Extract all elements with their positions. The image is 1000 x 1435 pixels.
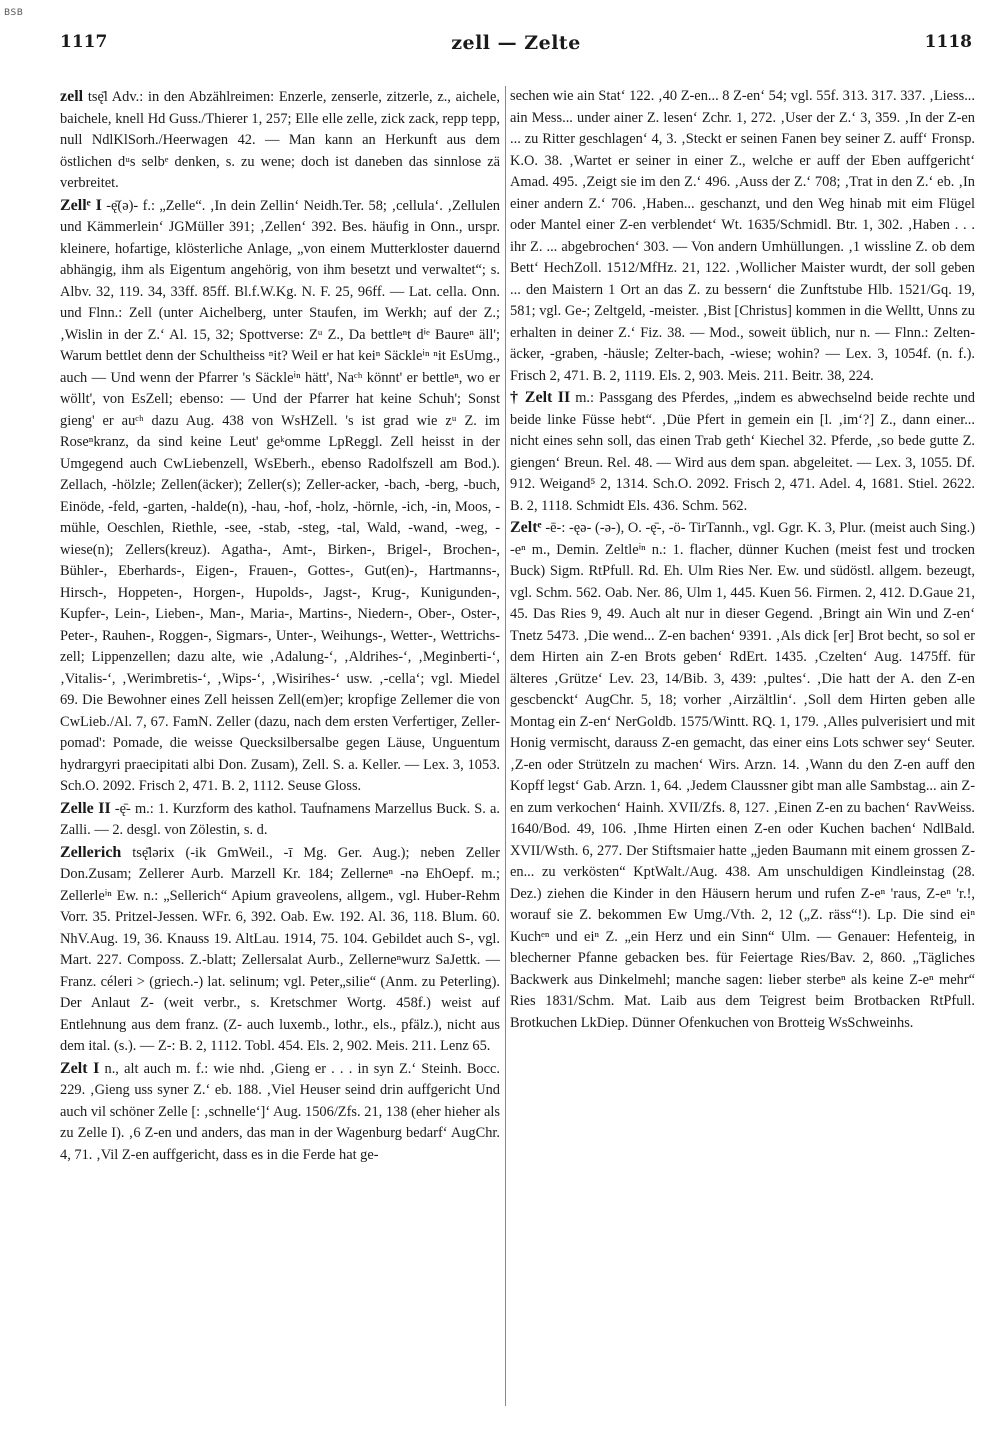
dictionary-entry (60, 86, 500, 195)
dictionary-entry (60, 798, 500, 842)
entry-text: tsę̄lərix (-ik GmWeil., -ī Mg. Ger. Aug.); neben Zeller Don.Zusam; Zellerer Aurb. Marzell Kr. 184; Zellerneⁿ -nə EhOepf. m.; Zellerleⁱⁿ Ew. n.: „Sellerich“ Apium graveolens, allgem., vgl. Huber-Rehm Vorr. 35. Pritzel-Jessen. WFr. 6, 392. Oab. Ew. 192. Al. 36, 118. Blum. 60. NhV.Aug. 19, 36. Knauss 19. AltLau. 1914, 75. 104. Gebildet auch S-, vgl. Mart. 227. Composs. Z.-blatt; Zellersalat Aurb., Zellerneⁿwurz SaJettk. — Franz. céleri > (griech.-) lat. selinum; vgl. Peter„silie“ (Anm. zu Peterling). Der Anlaut Z- (weit verbr., s. Kretschmer Wortg. 458f.) weist auf Entlehnung aus dem franz. (Z- auch luxemb., lothr., els., pfälz.), nicht aus dem ital. (s.). — Z-: B. 2, 1112. Tobl. 454. Els. 2, 902. Meis. 211. Lenz 65. (60, 844, 500, 1054)
dictionary-entry (510, 86, 975, 387)
running-title: zell — Zelte (451, 32, 581, 54)
column-divider (505, 86, 506, 1406)
entry-headword: Zellᵉ I (60, 196, 102, 214)
entry-text: -ę̄(ə)- f.: „Zelle“. ‚In dein Zellin‘ Neidh.Ter. 58; ‚cellula‘. ‚Zellulen und Kämmerlein‘ JGMüller 391; ‚Zellen‘ 392. Bes. häufig in Onn., urspr. kleinere, hofartige, klösterliche Anlage, „von einem Mutterkloster dauernd abhängig, ihm als Eigentum angehörig, von ihm besetzt und verwaltet“; s. Albv. 32, 119. 34, 33ff. 85ff. Bl.f.W.Kg. N. F. 25, 96ff. — Lat. cella. Onn. und Flnn.: Zell (unter Aichelberg, unter Staufen, im Werkh; auf der Z.; ‚Wislin in der Z.‘ Al. 15, 32; Spottverse: Zᵘ Z., Da bettleⁿt dⁱᵉ Baureⁿ äll'; Warum bettlet denn der Schultheiss ⁿit? Weil er hat keiⁿ Säckleⁱⁿ ⁿit EsUmg., auch — Und wenn der Pfarrer 's Säckleⁱⁿ hätt', Naᶜʰ könnt' er bettleⁿ, wo er wöllt', von EsZell; ebenso: — Und der Pfarrer hat keine Schuh'; Sonst gieng' er auᶜʰ dazu Aug. 438 von WsHZell. 's ist grad wie zᵘ Z. im Roseⁿkranz, da sind keine Leut' geᵏomme LpReggl. Zell heisst in der Umgegend auch CwLiebenzell, WsEberh., ebenso Radolfszell am Bod.). Zellach, -hölzle; Zellen(äcker); Zeller(s); Zeller-acker, -bach, -berg, -buch, Einöde, -feld, -garten, -halde(n), -hau, -hof, -holz, -hörnle, -ich, -in, Moos, -mühle, Oeschlen, Riethle, -see, -stab, -steg, -tal, Wald, -wand, -weg, -wiese(n); Zellers(kreuz). Agatha-, Amt-, Birken-, Brigel-, Brochen-, Bühler-, Eberhards-, Eigen-, Frauen-, Gottes-, Gut(en)-, Hartmanns-, Hirsch-, Hoppeten-, Horgen-, Hupolds-, Jagst-, Krug-, Kunigunden-, Kupfer-, Lein-, Lieben-, Man-, Maria-, Martins-, Niedern-, Ober-, Oster-, Peter-, Rauhen-, Roggen-, Sigmars-, Unter-, Weihungs-, Wetter-, Wettrichs-zell; Lippenzellen; dazu alte, wie ‚Adalung-‘, ‚Aldrihes-‘, ‚Meginberti-‘, ‚Vitalis-‘, ‚Werimbretis-‘, ‚Wips-‘, ‚Wisirihes-‘ usw. ‚-cella‘; vgl. Miedel 69. Die Bewohner eines Zell heissen Zell(em)er; kropfige Zellemer die von CwLieb./Al. 7, 67. FamN. Zeller (dazu, nach dem ersten Verfertiger, Zeller-pomad': Pomade, die weisse Quecksilbersalbe gegen Läuse, Unguentum hydrargyri praecipitati albi Don. Zusam), Zell. S. a. Keller. — Lex. 3, 1053. Sch.O. 2092. Frisch 2, 471. B. 2, 1112. Seuse Gloss. (60, 197, 500, 794)
entry-text: m.: Passgang des Pferdes, „indem es abwechselnd beide rechte und beide linke Füsse hebt“. ‚Düe Pfert in gemein ein [l. ‚im‘?] Z., dann einer... nicht eines sehn soll, das einen Trab geth‘ Kiechel 32. Pferde, ‚so bede gutte Z. giengen‘ Breun. Rel. 48. — Wird aus dem span. abgeleitet. — Lex. 3, 1055. Df. 912. Weigand⁵ 2, 1314. Sch.O. 2092. Frisch 2, 471. Adel. 4, 1681. Stiel. 2622. B. 2, 1118. Schmidt Els. 436. Schm. 562. (510, 390, 975, 514)
page-header (60, 32, 972, 62)
entry-headword: Zelle II (60, 799, 111, 817)
entry-headword: Zeltᵉ (510, 519, 542, 536)
entry-text: sechen wie ain Stat‘ 122. ‚40 Z-en... 8 Z-en‘ 54; vgl. 55f. 313. 317. 337. ‚Liess... ain Mess... under ainer Z. lesen‘ Zchr. 1, 272. ‚User der Z.‘ 3, 359. ‚In der Z-en ... zu Ritter geschlagen‘ 4, 3. ‚Steckt er seinen Fanen bey seiner Z. auff‘ Fronsp. K.O. 38. ‚Wartet er seiner in einer Z., welche er auff der Eben auffgericht‘ Amad. 495. ‚Zeigt sie im den Z.‘ 496. ‚Auss der Z.‘ 708; ‚Trat in den Z.‘ eb. ‚In einer andern Z.‘ 706. ‚Haben... geschanzt, und den Weg hinab mit eim Flügel oder Mantel einer Z-en verblendet‘ Wt. 1635/Schmidl. Btr. 1, 302. ‚Haben . . . ihr Z. ... abgebrochen‘ 303. — Von andern Umhüllungen. ‚1 wissline Z. ob dem Bett‘ HechZoll. 1512/MfHz. 21, 122. ‚Wollicher Maister wurdt, der soll geben ... den Maistern 1 Ort an das Z. zu bessern‘ die Zunftstube Hlb. 1521/Gq. 19, 581; vgl. Ge-; Zeltgeld, -meister. ‚Bist [Christus] kommen in die Welltt, Unns zu erhalten in deiner Z.‘ Fiz. 38. — Mod., soweit üblich, nur n. — Flnn.: Zelten-äcker, -graben, -häusle; Zelter-bach, -wiese; wohin? — Lex. 3, 1054f. (n. f.). Frisch 2, 471. B. 2, 1119. Els. 2, 903. Meis. 211. Beitr. 38, 224. (510, 88, 975, 384)
library-stamp: BSB (4, 8, 24, 18)
dictionary-entry (510, 517, 975, 1034)
dictionary-entry (60, 1058, 500, 1167)
page-number-right: 1118 (924, 32, 972, 52)
dictionary-entry (60, 842, 500, 1058)
dictionary-entry (510, 387, 975, 517)
dictionary-entry (60, 195, 500, 798)
right-column (510, 86, 975, 1416)
entry-text: -ē-: -ęə- (-ə-), O. -ę̄-, -ö- TirTannh., vgl. Ggr. K. 3, Plur. (meist auch Sing.) -eⁿ m., Demin. Zeltleⁱⁿ n.: 1. flacher, dünner Kuchen (meist fest und trocken Buck) Sigm. RtPfull. Rd. Eh. Ulm Ries Ner. Ew. und südöstl. allgem. bezeugt, vgl. Schm. 562. Oab. Ner. 86, Ulm 1, 445. Kuen 56. Firmen. 2, 412. D.Gaue 21, 45. Das Ries 9, 49. Auch alt nur in dieser Gegend. ‚Bringt ain Win und Z-en‘ Tnetz 5473. ‚Die wend... Z-en bachen‘ 9391. ‚Als dick [er] Brot becht, so sol er dem Hirten ain Z-en Brots geben‘ RdErt. 1435. ‚Czelten‘ Aug. 1475ff. für älteres ‚Grütze‘ Lev. 23, 14/Bib. 3, 439: ‚pultes‘. ‚Die hatt der A. den Z-en gescbenckt‘ AugChr. 5, 18; vorher ‚Airzältlin‘. ‚Soll dem Hirten geben alle Montag ein Z-en‘ NerGoldb. 1575/Wintt. RQ. 1, 179. ‚Alles pulverisiert und mit Honig vermischt, darauss Z-en gemacht, das einer eins Lots schwer sey‘ Seuter. ‚Z-en oder Strützeln zu machen‘ Wirs. Arzn. 14. ‚Wann du den Z-en auff den Kopff legst‘ Gab. Arzn. 1, 64. ‚Jedem Claussner gibt man alle Sambstag... ain Z-en zum verkochen‘ Hainh. XVII/Zfs. 8, 127. ‚Einen Z-en zu bachen‘ RavWeiss. 1640/Bod. 49, 106. ‚Ihme Hirten einen Z-en oder Kuchen bachen‘ NdlBald. XVII/Wsth. 6, 277. Der Stiftsmaier hatte „jeden Baumann mit einem grossen Z-en... zu verkösten“ KptWalt./Aug. 438. Am unschuldigen Kindleinstag (28. Dez.) ziehen die Kinder in den Häusern herum und rufen Z-eⁿ 'raus, Z-eⁿ 'r.!, worauf sie Z. bekommen Ew Umg./Vth. 2, 12 („Z. räss“!). Lp. Die sind eiⁿ Kuchᵉⁿ und eiⁿ Z. „ein Herz und ein Sinn“ Ulm. — Genauer: Hefenteig, in blecherner Pfanne gebacken bes. für Feiertage Ries/Bav. 2, 860. „Tägliches Backwerk aus Dinkelmehl; manche sagen: lieber sterbeⁿ als keine Z-eⁿ mehr“ Ries 1831/Schm. Mat. Laib aus dem Teigrest beim Brotbacken RtPfull. Brotkuchen LkDiep. Dünner Ofenkuchen von Brotteig WsSchweinhs. (510, 520, 975, 1031)
entry-headword: † Zelt II (510, 389, 571, 406)
left-column (60, 86, 500, 1416)
entry-headword: Zelt I (60, 1059, 100, 1077)
page-number-left: 1117 (60, 32, 108, 52)
entry-headword: Zellerich (60, 843, 122, 861)
entry-text: tsę̄l Adv.: in den Abzählreimen: Enzerle, zenserle, zitzerle, z., aichele, baichele, knell Hd Guss./Thierer 1, 257; Elle elle zelle, zick zack, repp tepp, null NdlKlSorh./Heerwagen 42. — Man kann an Herkunft aus dem östlichen dᵘs selbᵉ denken, s. zu wene; doch ist daneben das sinnlose zä verbreitet. (60, 89, 500, 191)
entry-text: n., alt auch m. f.: wie nhd. ‚Gieng er . . . in syn Z.‘ Steinh. Bocc. 229. ‚Gieng uss syner Z.‘ eb. 188. ‚Viel Heuser seind drin auffgericht Und auch vil schöner Zelle [: ‚schnelle‘]‘ Aug. 1506/Zfs. 21, 138 (eher hieher als zu Zelle I). ‚6 Z-en und anders, das man in der Wagenburg bedarf‘ AugChr. 4, 71. ‚Vil Z-en auffgericht, dass es in die Ferde hat ge- (60, 1060, 500, 1163)
entry-headword: zell (60, 88, 84, 105)
entry-text: -ę̄- m.: 1. Kurzform des kathol. Taufnamens Marzellus Buck. S. a. Zalli. — 2. desgl. von Zölestin, s. d. (60, 800, 500, 838)
